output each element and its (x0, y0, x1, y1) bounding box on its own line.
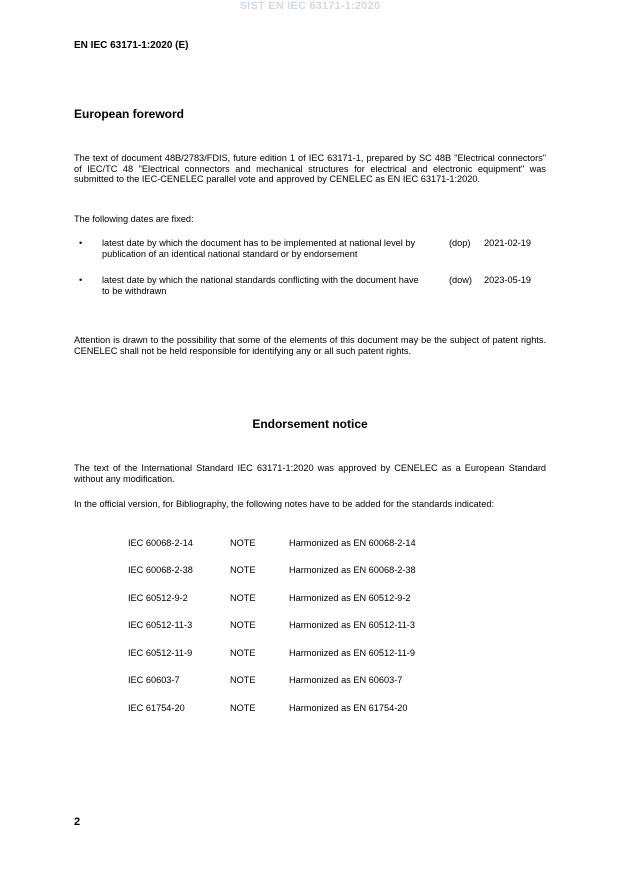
date-item-abbr: (dow) (449, 275, 472, 285)
endorsement-text-paragraph: The text of the International Standard IEC 63171-1:2020 was approved by CENELEC as a European Standard without any modification. (74, 463, 546, 484)
note-label: NOTE (230, 565, 256, 575)
note-standard: IEC 60512-9-2 (128, 593, 188, 603)
note-label: NOTE (230, 675, 256, 685)
note-text: Harmonized as EN 60603-7 (289, 675, 403, 685)
page-number: 2 (74, 816, 81, 828)
bullet-icon: • (79, 238, 83, 248)
date-item-date: 2021-02-19 (484, 238, 531, 248)
date-item-date: 2023-05-19 (484, 275, 531, 285)
european-foreword-heading: European foreword (74, 107, 185, 121)
foreword-intro-paragraph: The text of document 48B/2783/FDIS, future edition 1 of IEC 63171-1, prepared by SC 48B "Electrical connectors" of IEC/TC 48 "Electrical connectors and mechanical structures for electrical and electronic equipment" was submitted to the IEC-CENELEC parallel vote and approved by CENELEC as EN IEC 63171-1:2020. (74, 153, 546, 185)
note-text: Harmonized as EN 61754-20 (289, 703, 408, 713)
note-standard: IEC 60068-2-38 (128, 565, 193, 575)
note-text: Harmonized as EN 60512-9-2 (289, 593, 411, 603)
date-item-abbr: (dop) (449, 238, 471, 248)
bullet-icon: • (79, 275, 83, 285)
note-text: Harmonized as EN 60512-11-9 (289, 648, 415, 658)
note-label: NOTE (230, 703, 256, 713)
note-text: Harmonized as EN 60068-2-14 (289, 538, 416, 548)
date-item-text: latest date by which the document has to be implemented at national level by publication of an identical national standard or by endorsement (102, 238, 416, 259)
note-label: NOTE (230, 648, 256, 658)
note-standard: IEC 60068-2-14 (128, 538, 193, 548)
bibliography-intro-paragraph: In the official version, for Bibliography, the following notes have to be added for the standards indicated: (74, 499, 494, 509)
document-id-header: EN IEC 63171-1:2020 (E) (74, 40, 189, 51)
note-text: Harmonized as EN 60512-11-3 (289, 620, 415, 630)
note-text: Harmonized as EN 60068-2-38 (289, 565, 416, 575)
date-item-text: latest date by which the national standards conflicting with the document have to be withdrawn (102, 275, 419, 296)
note-standard: IEC 60512-11-3 (128, 620, 193, 630)
note-label: NOTE (230, 538, 256, 548)
attention-paragraph: Attention is drawn to the possibility that some of the elements of this document may be the subject of patent rights. CENELEC shall not be held responsible for identifying any or all such patent rights. (74, 335, 546, 356)
note-label: NOTE (230, 620, 256, 630)
note-standard: IEC 60603-7 (128, 675, 180, 685)
note-label: NOTE (230, 593, 256, 603)
watermark: SIST EN IEC 63171-1:2020 (239, 0, 381, 12)
note-standard: IEC 60512-11-9 (128, 648, 193, 658)
note-standard: IEC 61754-20 (128, 703, 185, 713)
dates-intro-paragraph: The following dates are fixed: (74, 214, 194, 224)
endorsement-notice-heading: Endorsement notice (252, 417, 368, 431)
